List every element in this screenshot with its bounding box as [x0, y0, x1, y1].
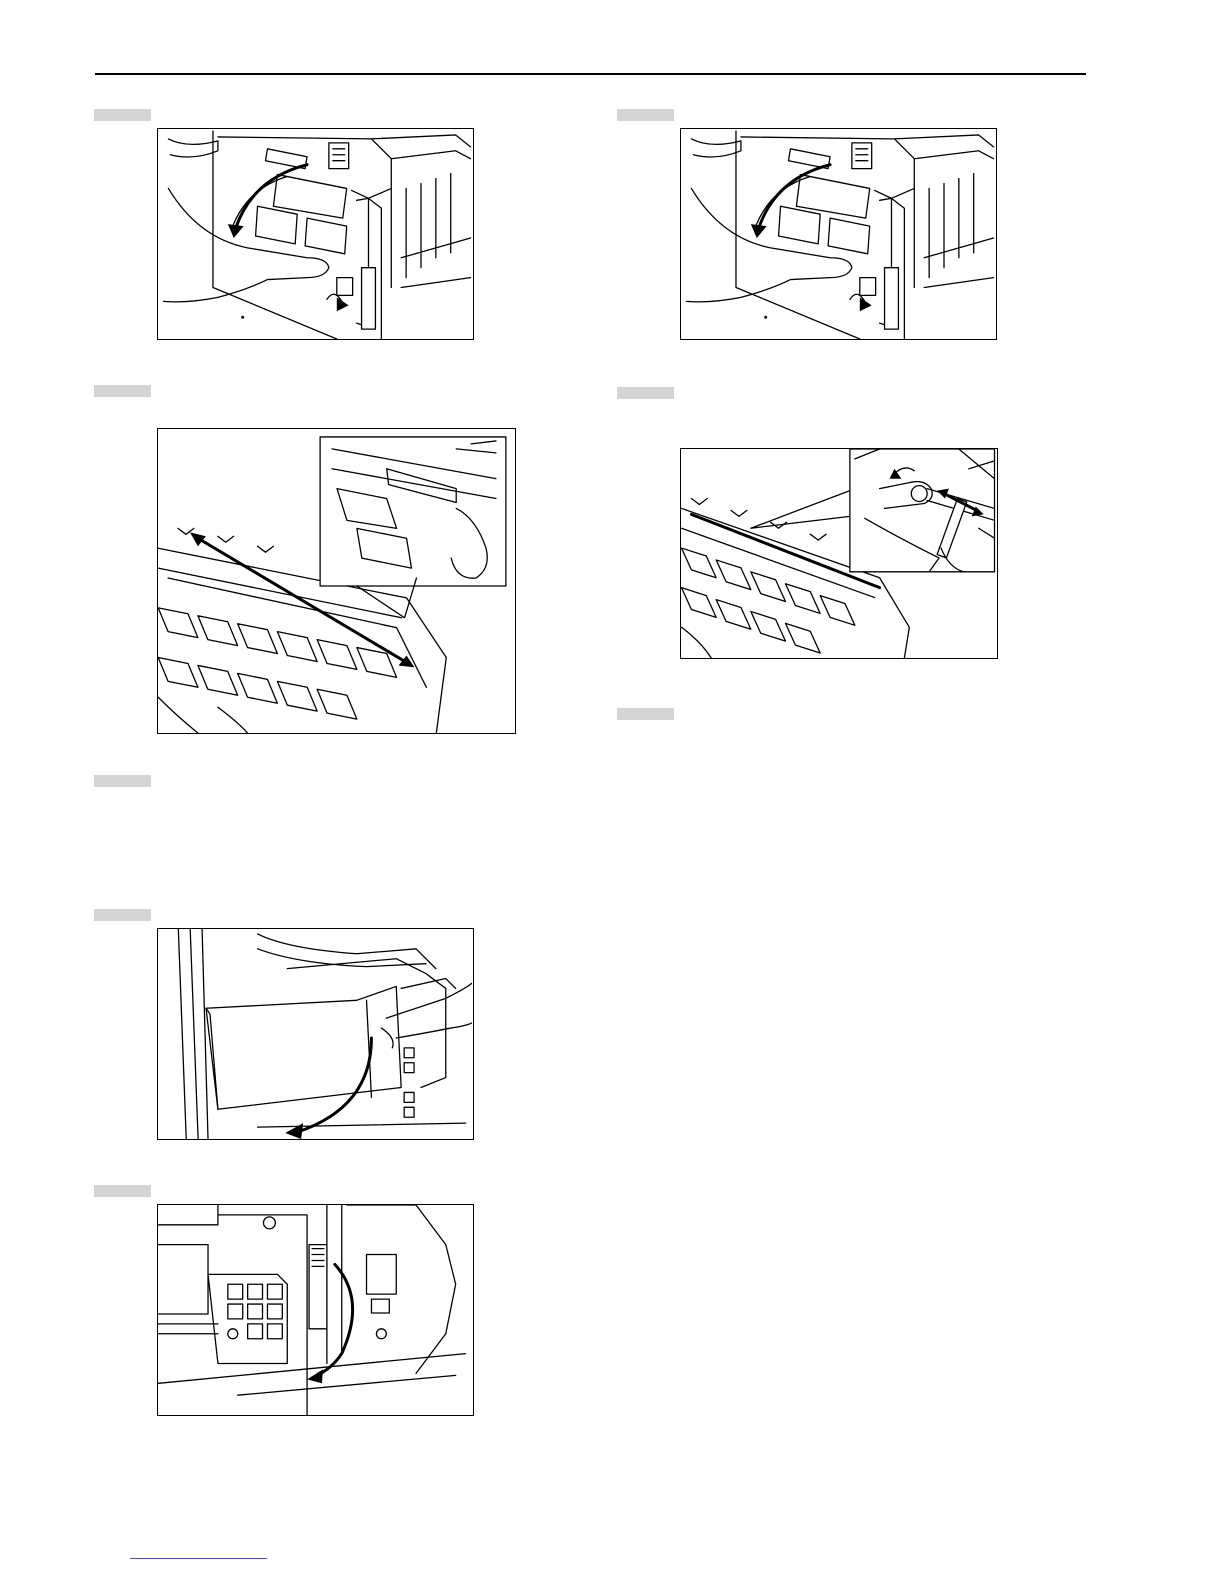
front-cover-open-illustration — [680, 128, 997, 340]
step-marker — [94, 1185, 151, 1197]
step-marker — [617, 708, 674, 720]
step-marker — [94, 775, 151, 787]
header-rule — [95, 73, 1086, 75]
step-marker — [617, 109, 674, 121]
step-marker — [94, 109, 151, 121]
cleaning-brush-removal-illustration — [157, 1204, 474, 1416]
roller-cleaning-illustration — [680, 448, 998, 659]
side-cover-open-illustration — [157, 928, 474, 1140]
charger-wire-cleaning-illustration — [157, 428, 516, 734]
step-marker — [617, 387, 674, 399]
step-marker — [94, 909, 151, 921]
step-marker — [94, 385, 151, 397]
footer-link-underline — [130, 1558, 267, 1559]
front-cover-open-illustration — [157, 128, 474, 340]
